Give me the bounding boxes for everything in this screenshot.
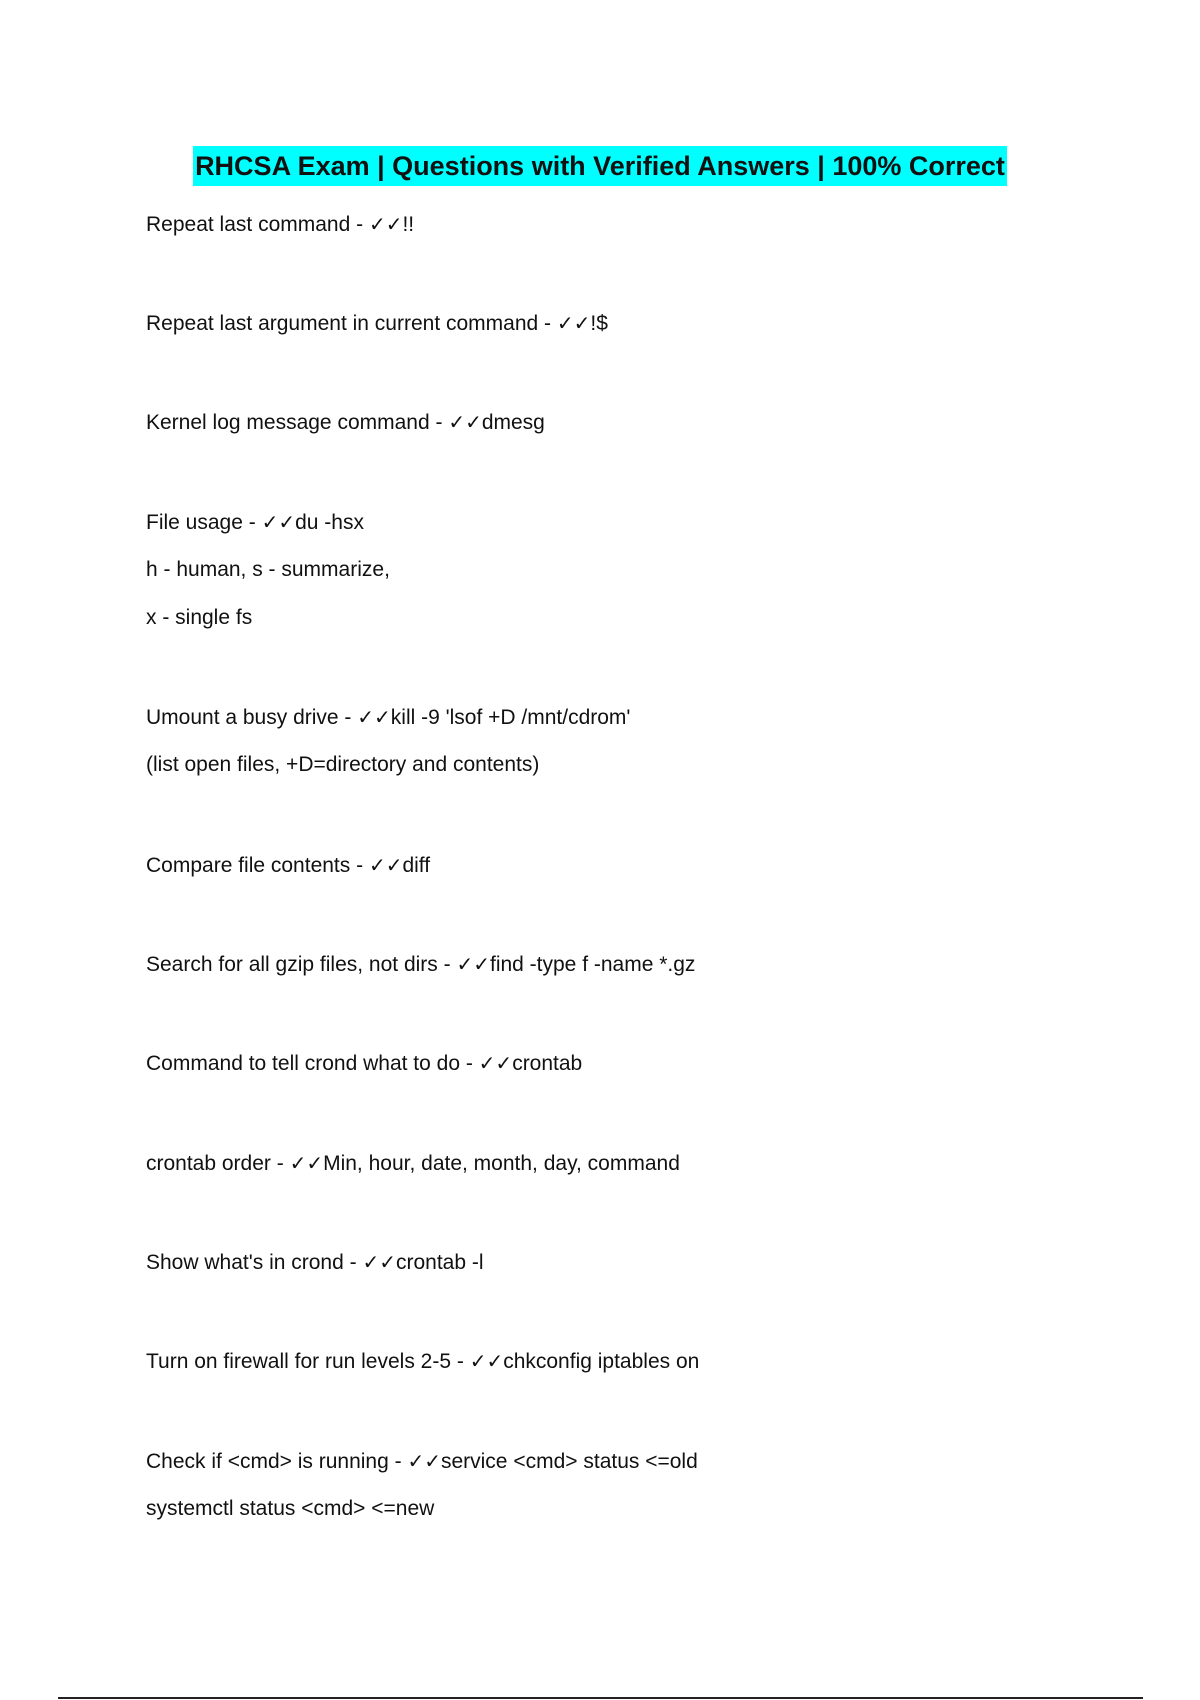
footer-divider (58, 1697, 1143, 1699)
qa-line (146, 703, 630, 732)
question-text: Umount a busy drive - (146, 706, 358, 729)
question-text: crontab order - (146, 1152, 290, 1175)
qa-line (146, 1248, 484, 1277)
answer-text: diff (402, 854, 431, 877)
answer-text: crontab (512, 1052, 583, 1075)
qa-line (146, 210, 414, 239)
qa-line (146, 851, 430, 880)
qa-line (146, 508, 364, 537)
double-check-icon: ✓✓ (368, 212, 403, 236)
question-text: Repeat last argument in current command - (146, 312, 557, 335)
qa-line (146, 1149, 680, 1178)
double-check-icon: ✓✓ (368, 853, 403, 877)
question-text: Kernel log message command - (146, 411, 449, 434)
answer-text: !$ (590, 312, 608, 335)
qa-line (146, 1447, 698, 1476)
question-text: Show what's in crond - (146, 1251, 363, 1274)
note-line: h - human, s - summarize, (146, 558, 390, 581)
qa-line (146, 309, 608, 338)
answer-text: crontab -l (395, 1251, 484, 1274)
document-title: RHCSA Exam | Questions with Verified Answers | 100% Correct (193, 146, 1007, 186)
double-check-icon: ✓✓ (261, 510, 296, 534)
question-text: Search for all gzip files, not dirs - (146, 953, 457, 976)
double-check-icon: ✓✓ (556, 311, 591, 335)
note-line: systemctl status <cmd> <=new (146, 1497, 435, 1520)
answer-text: du -hsx (295, 511, 364, 534)
answer-text: find -type f -name *.gz (489, 953, 696, 976)
double-check-icon: ✓✓ (448, 410, 482, 434)
note-line: (list open files, +D=directory and contents) (146, 753, 540, 776)
qa-line (146, 408, 545, 437)
answer-text: kill -9 'lsof +D /mnt/cdrom' (390, 706, 631, 729)
double-check-icon: ✓✓ (357, 705, 391, 729)
answer-text: service <cmd> status <=old (440, 1450, 698, 1473)
question-text: Command to tell crond what to do - (146, 1052, 479, 1075)
answer-text: Min, hour, date, month, day, command (323, 1152, 680, 1175)
question-text: Check if <cmd> is running - (146, 1450, 408, 1473)
answer-text: chkconfig iptables on (503, 1350, 700, 1373)
answer-text: !! (402, 213, 415, 236)
double-check-icon: ✓✓ (289, 1151, 324, 1175)
double-check-icon: ✓✓ (456, 952, 490, 976)
note-line: x - single fs (146, 606, 253, 629)
double-check-icon: ✓✓ (362, 1250, 396, 1274)
double-check-icon: ✓✓ (469, 1349, 504, 1373)
question-text: File usage - (146, 511, 262, 534)
title-container (0, 146, 1200, 186)
question-text: Turn on firewall for run levels 2-5 - (146, 1350, 470, 1373)
qa-line (146, 950, 695, 979)
question-text: Repeat last command - (146, 213, 369, 236)
qa-line (146, 1347, 699, 1376)
question-text: Compare file contents - (146, 854, 369, 877)
double-check-icon: ✓✓ (407, 1449, 441, 1473)
double-check-icon: ✓✓ (478, 1051, 513, 1075)
qa-line (146, 1049, 582, 1078)
answer-text: dmesg (481, 411, 545, 434)
